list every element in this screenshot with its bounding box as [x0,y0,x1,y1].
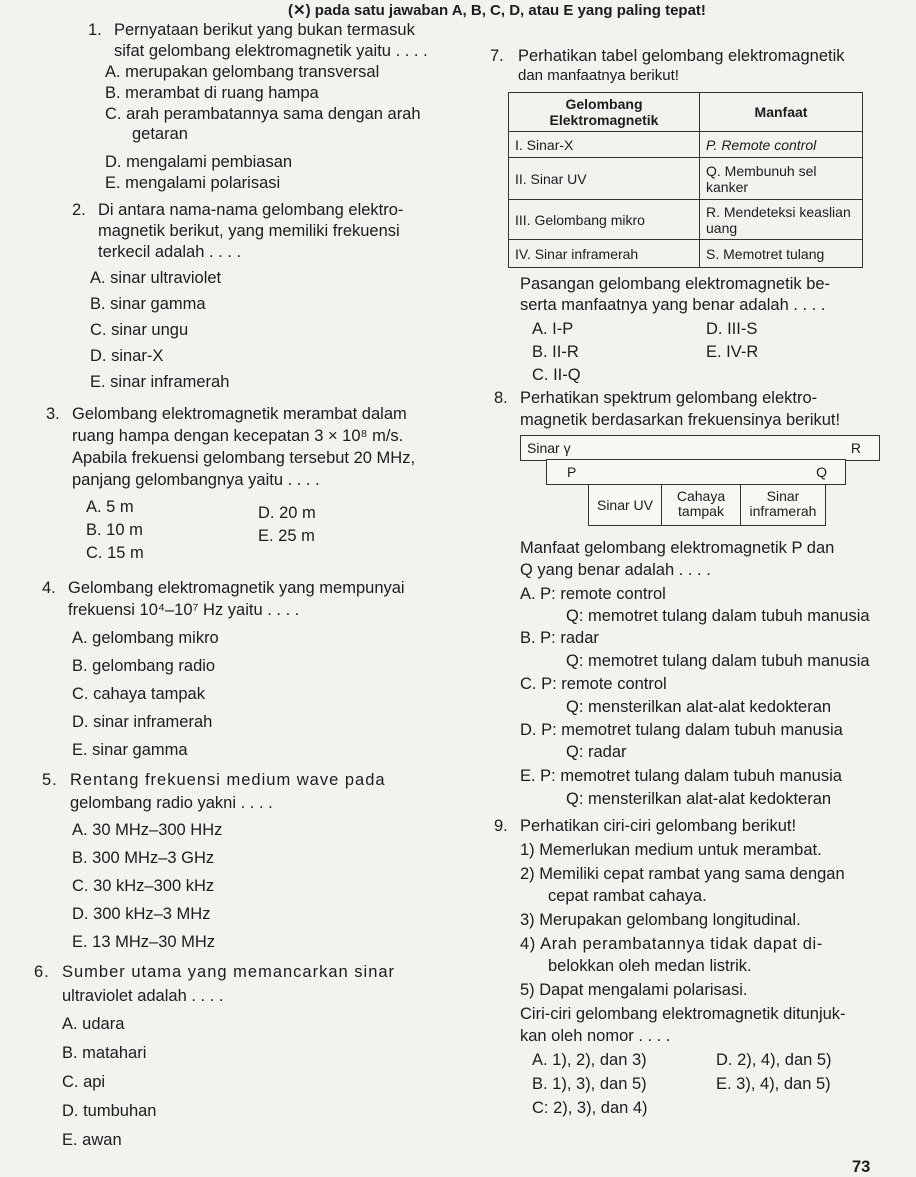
em-benefit-table [508,92,863,268]
q9-number: 9. [494,817,508,835]
page-number: 73 [852,1158,871,1176]
q4-option-c: C. cahaya tampak [72,685,205,703]
q8-number: 8. [494,389,508,407]
q8-option-e: E. P: memotret tulang dalam tubuh manusia [520,767,842,785]
table-header-cell: Manfaat [700,93,863,132]
q2-option-c: C. sinar ungu [90,321,189,339]
table-cell: III. Gelombang mikro [509,200,700,240]
spectrum-p-label: P [567,464,577,480]
q3-option-c: C. 15 m [86,544,144,562]
q5-stem: gelombang radio yakni . . . . [70,794,273,812]
table-cell: P. Remote control [700,132,863,158]
q8-option-a-q: Q: memotret tulang dalam tubuh manusia [566,607,870,625]
q3-option-d: D. 20 m [258,504,316,522]
table-cell: S. Memotret tulang [700,240,863,268]
q5-option-c: C. 30 kHz–300 kHz [72,877,215,895]
spectrum-r-label: R [850,440,861,456]
q1-option-a: A. merupakan gelombang transversal [105,63,380,81]
q8-option-e-q: Q: mensterilkan alat-alat kedokteran [566,790,832,808]
q2-stem: Di antara nama-nama gelombang elektro- [98,201,404,219]
q7-number: 7. [490,47,504,65]
q8-option-b: B. P: radar [520,629,599,647]
q8-prompt: Q yang benar adalah . . . . [520,561,711,579]
spectrum-row-2 [546,459,846,485]
q2-stem: terkecil adalah . . . . [98,243,242,261]
q9-option-c: C: 2), 3), dan 4) [532,1099,648,1117]
q8-stem: magnetik berdasarkan frekuensinya berikut! [520,411,841,429]
q9-item: 3) Merupakan gelombang longitudinal. [520,911,801,929]
q7-stem: Perhatikan tabel gelombang elektromagnetik [518,47,845,65]
q2-option-b: B. sinar gamma [90,295,206,313]
q2-option-d: D. sinar-X [90,347,164,365]
q9-item: 5) Dapat mengalami polarisasi. [520,981,748,999]
q8-option-d-q: Q: radar [566,743,627,761]
q8-option-c: C. P: remote control [520,675,667,693]
q9-item-cont: belokkan oleh medan listrik. [548,957,752,975]
q1-stem: sifat gelombang elektromagnetik yaitu . . . . [114,42,428,60]
q5-number: 5. [42,771,58,789]
q2-number: 2. [72,201,86,219]
q9-option-d: D. 2), 4), dan 5) [716,1051,832,1069]
spectrum-visible-cell: Cahaya tampak [661,484,741,526]
q9-item: 2) Memiliki cepat rambat yang sama dengan [520,865,845,883]
q6-option-e: E. awan [62,1131,122,1149]
q3-stem: Gelombang elektromagnetik merambat dalam [72,405,407,423]
table-row [509,132,863,158]
q2-option-a: A. sinar ultraviolet [90,269,222,287]
q8-option-c-q: Q: mensterilkan alat-alat kedokteran [566,698,832,716]
q9-item: 4) Arah perambatannya tidak dapat di- [520,935,823,953]
q7-stem: dan manfaatnya berikut! [518,67,679,84]
q6-option-d: D. tumbuhan [62,1102,157,1120]
q3-option-a: A. 5 m [86,498,134,516]
q9-option-a: A. 1), 2), dan 3) [532,1051,647,1069]
q4-number: 4. [42,579,56,597]
q5-option-e: E. 13 MHz–30 MHz [72,933,216,951]
q7-option-d: D. III-S [706,320,758,338]
q4-option-d: D. sinar inframerah [72,713,213,731]
spectrum-ir-cell: Sinar inframerah [740,484,826,526]
q7-prompt: Pasangan gelombang elektromagnetik be- [520,275,831,293]
q6-option-c: C. api [62,1073,106,1091]
q4-stem: Gelombang elektromagnetik yang mempunyai [68,579,405,597]
table-cell: Q. Membunuh sel kanker [700,158,863,200]
q1-option-d: D. mengalami pembiasan [105,153,293,171]
q8-option-d: D. P: memotret tulang dalam tubuh manusia [520,721,843,739]
q1-number: 1. [88,21,102,39]
q4-option-a: A. gelombang mikro [72,629,219,647]
q9-option-e: E. 3), 4), dan 5) [716,1075,831,1093]
q5-option-d: D. 300 kHz–3 MHz [72,905,211,923]
table-row [509,158,863,200]
q9-item: 1) Memerlukan medium untuk merambat. [520,841,822,859]
table-row [509,200,863,240]
q3-stem: Apabila frekuensi gelombang tersebut 20 MHz, [72,449,416,467]
spectrum-row-1 [520,435,880,461]
q9-stem: Perhatikan ciri-ciri gelombang berikut! [520,817,797,835]
table-header-cell: Gelombang Elektromagnetik [509,93,700,132]
spectrum-uv-cell: Sinar UV [588,484,662,526]
q8-option-a-p: A. P: remote control [520,585,666,603]
q7-option-c: C. II-Q [532,366,581,384]
q9-prompt: kan oleh nomor . . . . [520,1027,671,1045]
q6-number: 6. [34,963,50,981]
table-header-row [509,93,863,132]
q7-option-b: B. II-R [532,343,579,361]
q3-number: 3. [46,405,60,423]
q3-stem: ruang hampa dengan kecepatan 3 × 10⁸ m/s. [72,427,404,445]
q3-stem: panjang gelombangnya yaitu . . . . [72,471,320,489]
q7-option-e: E. IV-R [706,343,759,361]
q1-option-e: E. mengalami polarisasi [105,174,281,192]
spectrum-gamma-label: Sinar γ [527,440,571,456]
table-row [509,240,863,268]
q9-item-cont: cepat rambat cahaya. [548,887,707,905]
q8-option-b-q: Q: memotret tulang dalam tubuh manusia [566,652,870,670]
q2-stem: magnetik berikut, yang memiliki frekuensi [98,222,400,240]
q5-option-b: B. 300 MHz–3 GHz [72,849,215,867]
q6-stem: Sumber utama yang memancarkan sinar [62,963,396,981]
q4-option-b: B. gelombang radio [72,657,216,675]
q5-stem: Rentang frekuensi medium wave pada [70,771,386,789]
q6-option-b: B. matahari [62,1044,147,1062]
q3-option-e: E. 25 m [258,527,315,545]
q9-option-b: B. 1), 3), dan 5) [532,1075,647,1093]
table-cell: R. Mendeteksi keaslian uang [700,200,863,240]
q3-option-b: B. 10 m [86,521,143,539]
q9-prompt: Ciri-ciri gelombang elektromagnetik ditunjuk- [520,1005,846,1023]
q8-stem: Perhatikan spektrum gelombang elektro- [520,389,818,407]
q4-stem: frekuensi 10⁴–10⁷ Hz yaitu . . . . [68,601,300,619]
table-cell: IV. Sinar inframerah [509,240,700,268]
table-cell: I. Sinar-X [509,132,700,158]
spectrum-q-label: Q [816,464,827,480]
q5-option-a: A. 30 MHz–300 HHz [72,821,223,839]
q1-option-b: B. merambat di ruang hampa [105,84,319,102]
q8-prompt: Manfaat gelombang elektromagnetik P dan [520,539,835,557]
q1-stem: Pernyataan berikut yang bukan termasuk [114,21,415,39]
q7-option-a: A. I-P [532,320,574,338]
table-cell: II. Sinar UV [509,158,700,200]
q1-option-c-cont: getaran [132,125,188,143]
q2-option-e: E. sinar inframerah [90,373,230,391]
q6-stem: ultraviolet adalah . . . . [62,987,224,1005]
q8-option-a [520,584,666,605]
q4-option-e: E. sinar gamma [72,741,188,759]
q6-option-a: A. udara [62,1015,125,1033]
q7-prompt: serta manfaatnya yang benar adalah . . . . [520,296,826,314]
instruction-header: (✕) pada satu jawaban A, B, C, D, atau E yang paling tepat! [288,2,706,19]
q1-option-c: C. arah perambatannya sama dengan arah [105,105,421,123]
